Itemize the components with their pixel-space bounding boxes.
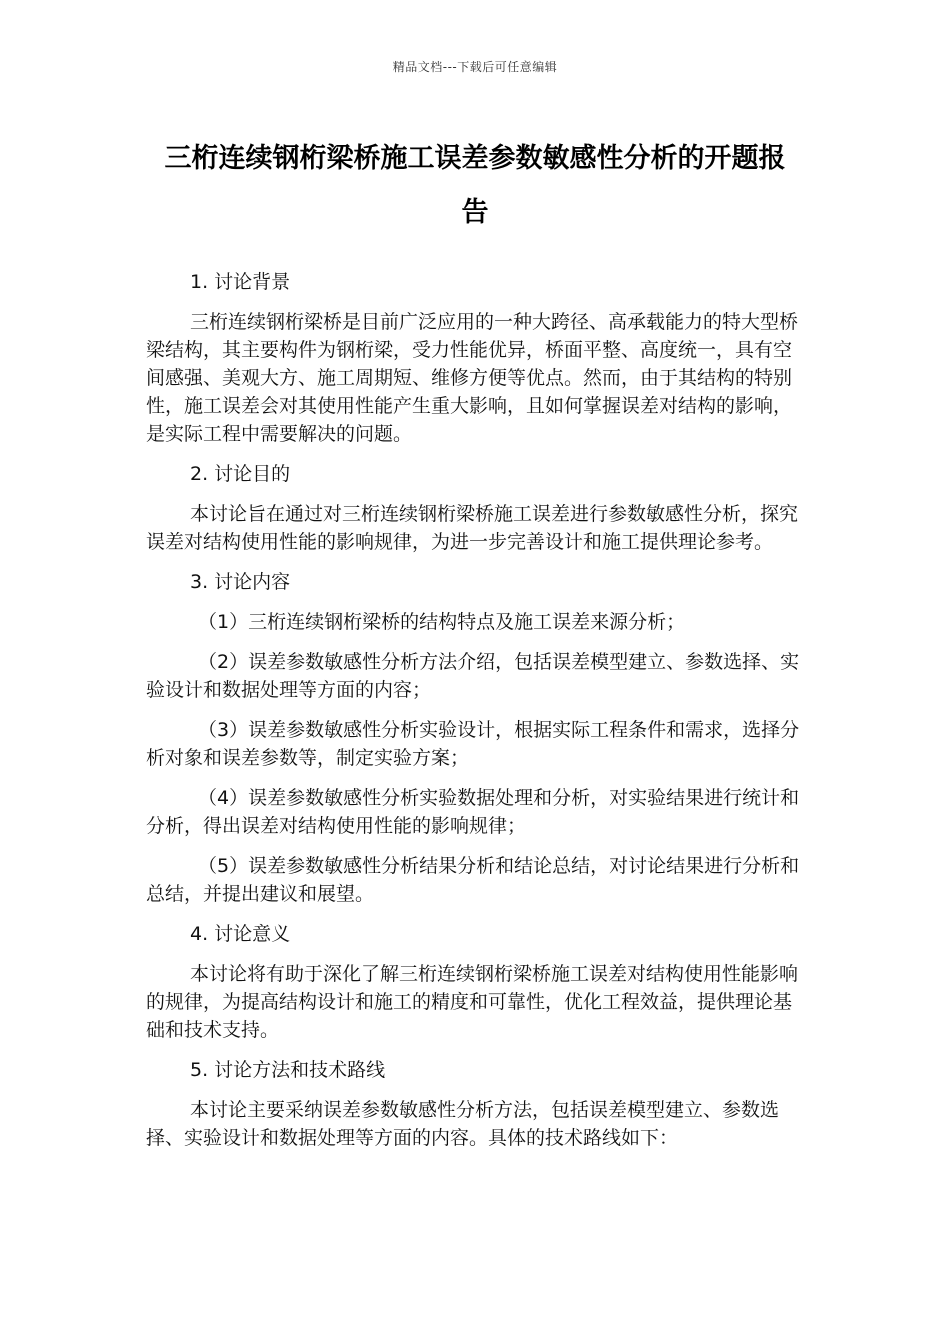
section-heading-methods: 5. 讨论方法和技术路线 [190, 1059, 386, 1081]
paragraph-purpose: 本讨论旨在通过对三桁连续钢桁梁桥施工误差进行参数敏感性分析，探究误差对结构使用性能的影响规律，为进一步完善设计和施工提供理论参考。 [146, 503, 799, 553]
list-item: （4）误差参数敏感性分析实验数据处理和分析，对实验结果进行统计和分析，得出误差对结构使用性能的影响规律； [146, 787, 800, 837]
document-title [140, 132, 810, 240]
paragraph-significance: 本讨论将有助于深化了解三桁连续钢桁梁桥施工误差对结构使用性能影响的规律，为提高结构设计和施工的精度和可靠性，优化工程效益，提供理论基础和技术支持。 [146, 963, 799, 1041]
header-note: 精品文档---下载后可任意编辑 [392, 60, 558, 74]
paragraph-methods: 本讨论主要采纳误差参数敏感性分析方法，包括误差模型建立、参数选择、实验设计和数据处理等方面的内容。具体的技术路线如下： [146, 1099, 780, 1149]
list-item: （3）误差参数敏感性分析实验设计，根据实际工程条件和需求，选择分析对象和误差参数等，制定实验方案； [146, 719, 800, 769]
document-body [146, 268, 806, 1164]
section-heading-content: 3. 讨论内容 [190, 571, 291, 593]
paragraph-background: 三桁连续钢桁梁桥是目前广泛应用的一种大跨径、高承载能力的特大型桥梁结构，其主要构件为钢桁梁，受力性能优异，桥面平整、高度统一，具有空间感强、美观大方、施工周期短、维修方便等优点。然而，由于其结构的特别性，施工误差会对其使用性能产生重大影响，且如何掌握误差对结构的影响，是实际工程中需要解决的问题。 [146, 311, 799, 445]
section-heading-significance: 4. 讨论意义 [190, 923, 291, 945]
list-item: （5）误差参数敏感性分析结果分析和结论总结，对讨论结果进行分析和总结，并提出建议和展望。 [146, 855, 800, 905]
title-line-2: 告 [461, 197, 489, 228]
list-item: （1）三桁连续钢桁梁桥的结构特点及施工误差来源分析； [198, 611, 686, 633]
title-line-1: 三桁连续钢桁梁桥施工误差参数敏感性分析的开题报 [164, 143, 786, 174]
list-item: （2）误差参数敏感性分析方法介绍，包括误差模型建立、参数选择、实验设计和数据处理等方面的内容； [146, 651, 800, 701]
section-heading-background: 1. 讨论背景 [190, 271, 291, 293]
section-heading-purpose: 2. 讨论目的 [190, 463, 291, 485]
